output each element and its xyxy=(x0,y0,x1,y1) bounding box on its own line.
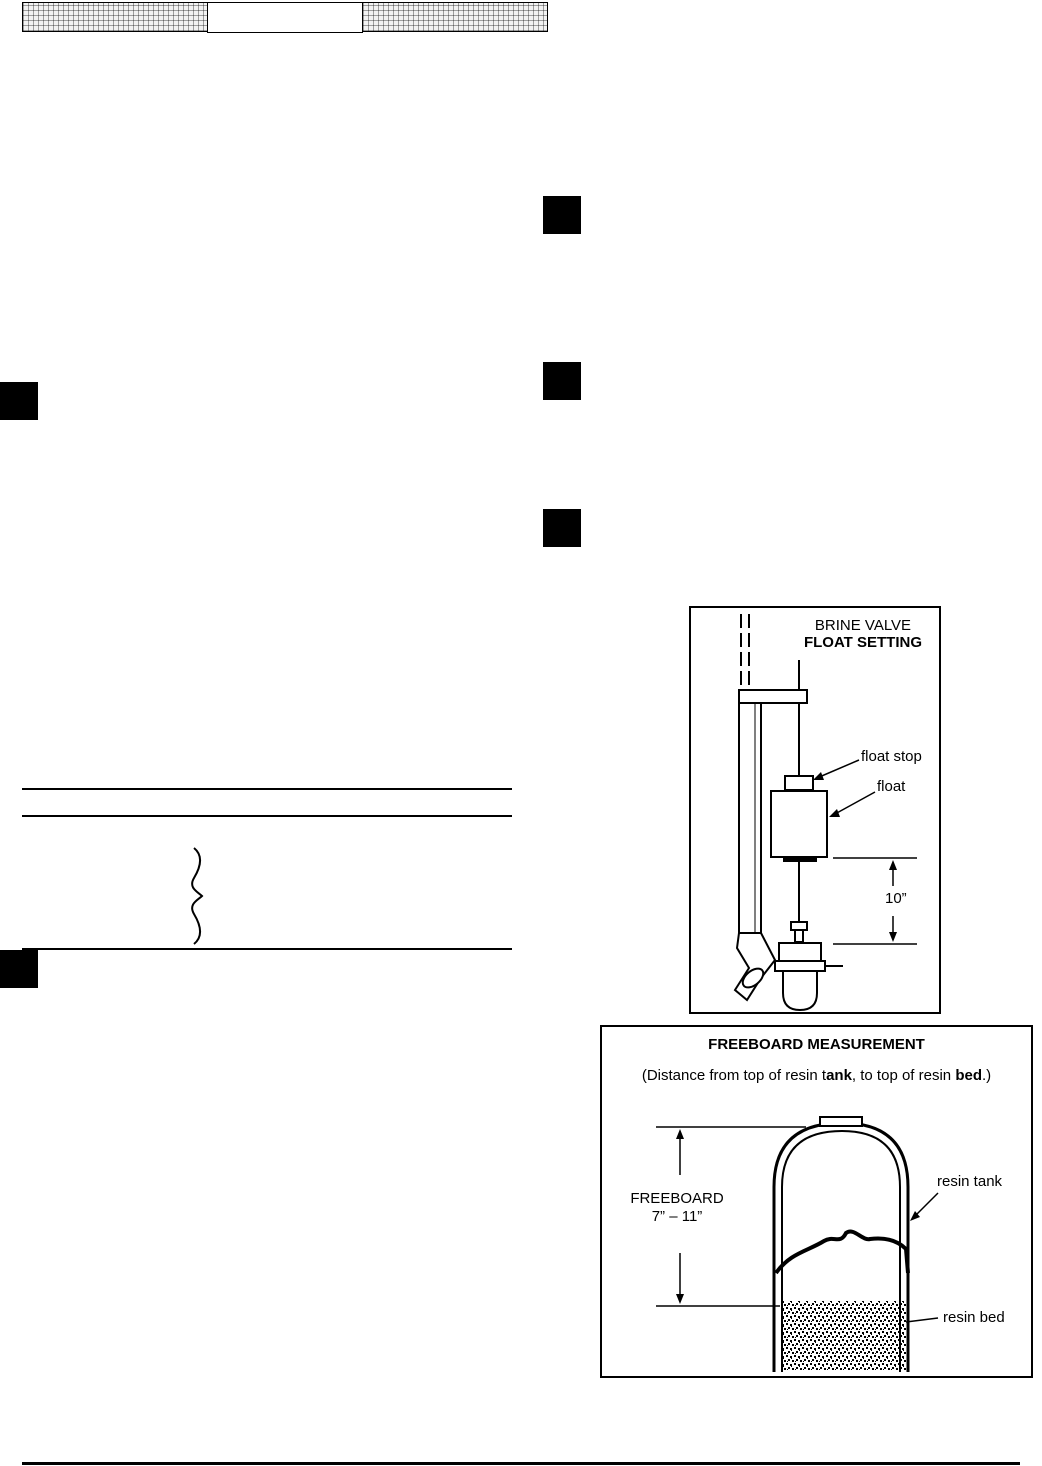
float-stop-label: float stop xyxy=(861,748,922,765)
table-rule-bottom xyxy=(22,948,512,950)
header-banner-tab xyxy=(207,2,363,33)
step-marker-right-2 xyxy=(543,362,581,400)
freeboard-label: FREEBOARD xyxy=(630,1190,724,1207)
table-rule-top xyxy=(22,788,512,790)
table-brace xyxy=(186,846,210,946)
float-distance-label: 10” xyxy=(885,890,907,907)
freeboard-range: 7” – 11” xyxy=(651,1208,703,1225)
brine-valve-drawing xyxy=(691,608,943,1016)
freeboard-caption-bed: bed xyxy=(955,1067,982,1084)
resin-tank-label: resin tank xyxy=(937,1173,1003,1190)
resin-bed-label: resin bed xyxy=(943,1309,1005,1326)
brine-valve-title-line2: FLOAT SETTING xyxy=(803,634,923,651)
freeboard-figure xyxy=(600,1025,1033,1378)
brine-valve-title-line1: BRINE VALVE xyxy=(814,617,912,634)
freeboard-caption-suffix: .) xyxy=(981,1067,992,1084)
float-label: float xyxy=(877,778,906,795)
step-marker-left-1 xyxy=(0,382,38,420)
step-marker-right-3 xyxy=(543,509,581,547)
step-marker-right-1 xyxy=(543,196,581,234)
freeboard-title: FREEBOARD MEASUREMENT xyxy=(708,1036,925,1053)
freeboard-caption-tank: ank xyxy=(826,1067,852,1084)
header-banner xyxy=(22,2,548,32)
freeboard-caption-prefix: (Distance from top of resin t xyxy=(641,1067,827,1084)
brine-valve-figure xyxy=(689,606,941,1014)
page-footer-rule xyxy=(22,1462,1020,1465)
table-rule-header xyxy=(22,815,512,817)
step-marker-left-2 xyxy=(0,950,38,988)
freeboard-caption xyxy=(602,1067,1031,1084)
freeboard-caption-middle: , to top of resin xyxy=(851,1067,956,1084)
